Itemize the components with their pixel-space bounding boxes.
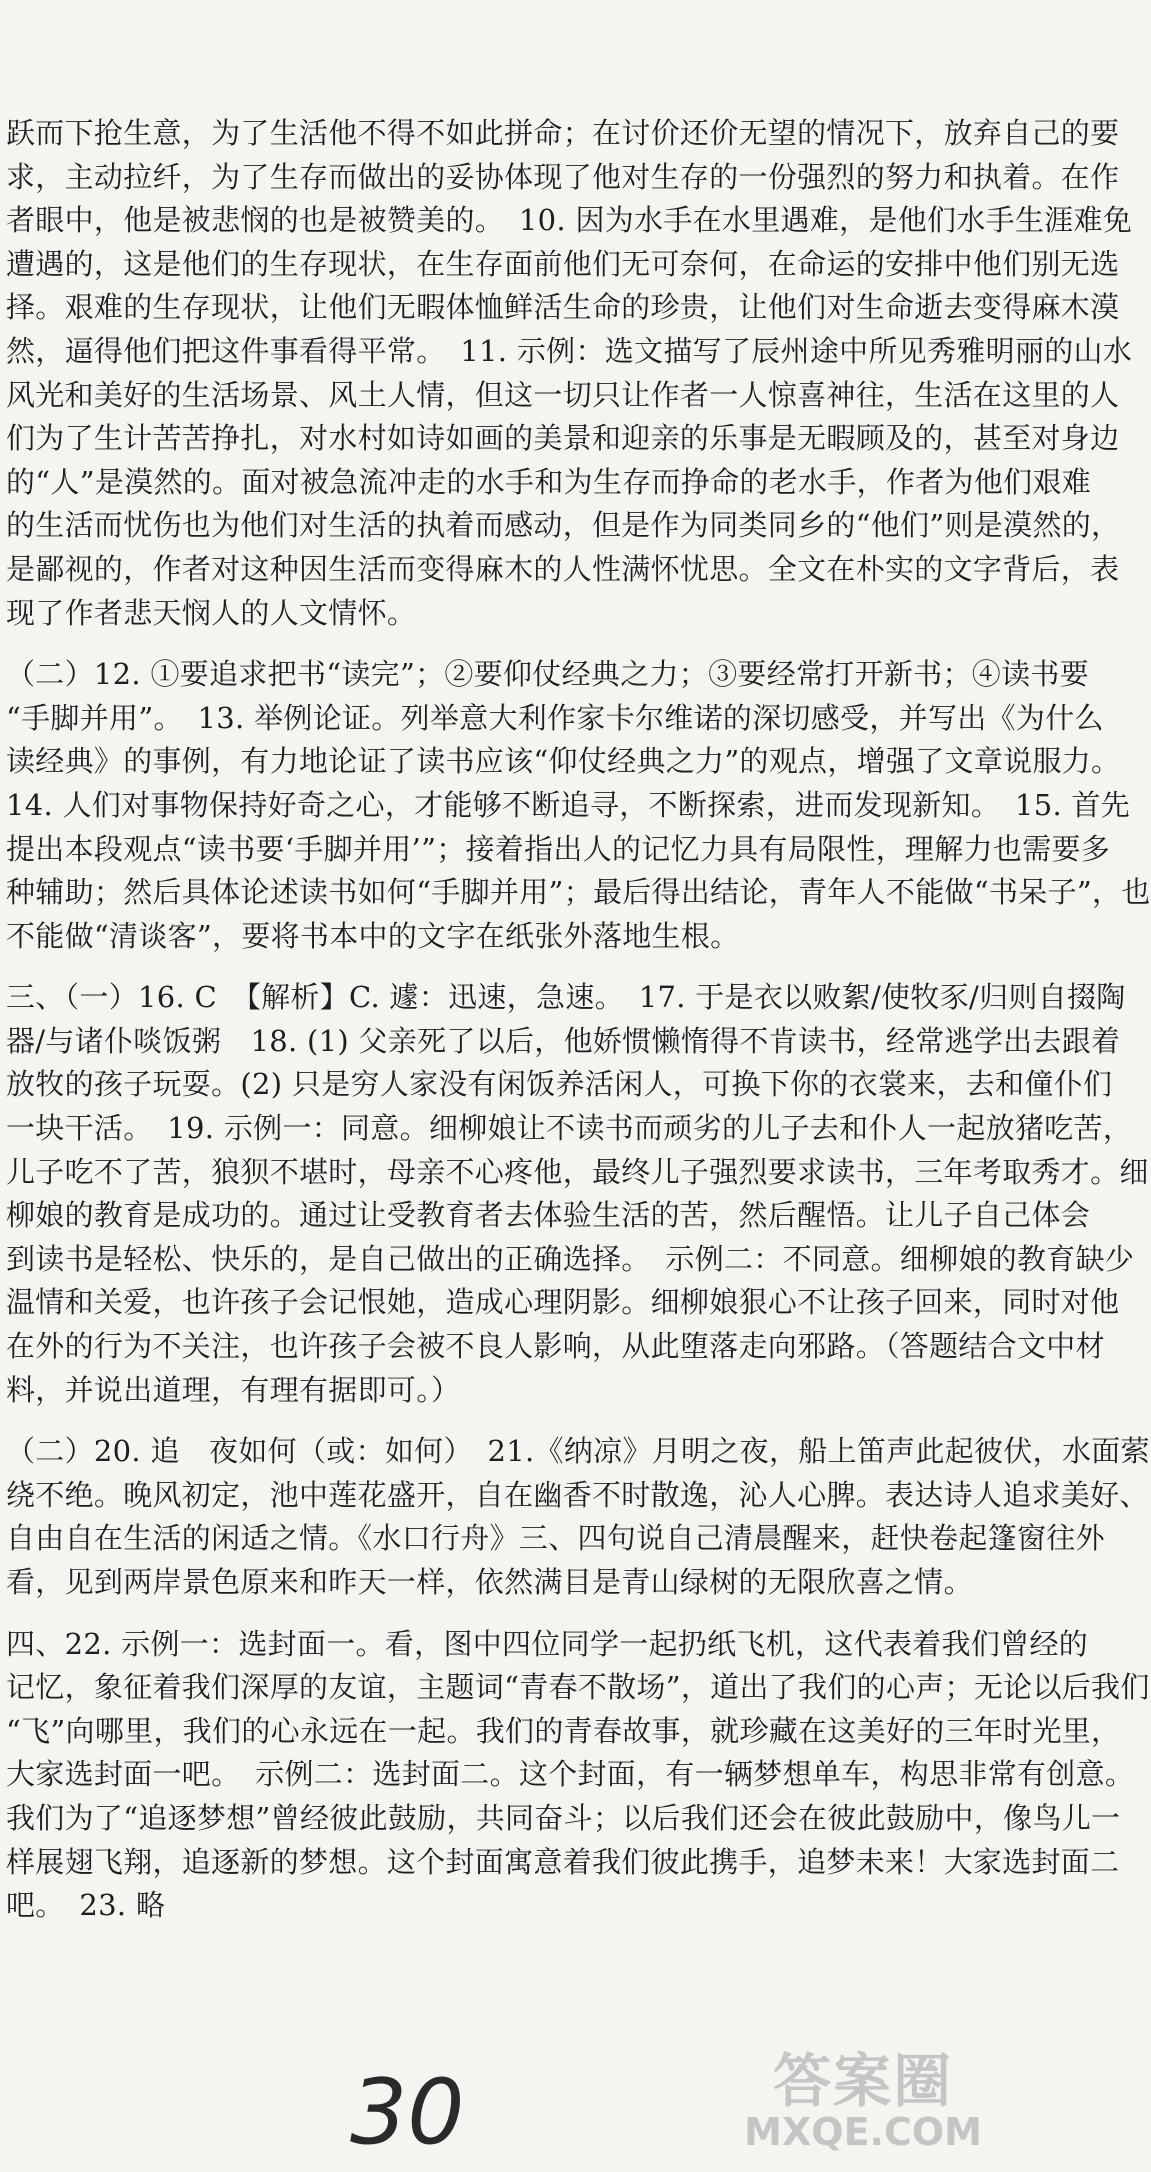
text-line: （二）20. 追 夜如何（或：如何） 21.《纳凉》月明之夜，船上笛声此起彼伏，水面萦 (6, 1434, 1150, 1469)
text-line: 然，逼得他们把这件事看得平常。 11. 示例：选文描写了辰州途中所见秀雅明丽的山水 (6, 333, 1133, 368)
watermark (744, 2047, 982, 2154)
text-line: 我们为了“追逐梦想”曾经彼此鼓励，共同奋斗；以后我们还会在彼此鼓励中，像鸟儿一 (6, 1800, 1121, 1835)
text-line: 者眼中，他是被悲悯的也是被赞美的。 10. 因为水手在水里遇难，是他们水手生涯难免 (6, 203, 1133, 238)
text-line: 现了作者悲天悯人的人文情怀。 (6, 595, 417, 630)
text-line: 们为了生计苦苦挣扎，对水村如诗如画的美景和迎亲的乐事是无暇顾及的，甚至对身边 (6, 421, 1120, 456)
handwritten-page-number: 30 (350, 2060, 465, 2165)
text-line: 一块干活。 19. 示例一：同意。细柳娘让不读书而顽劣的儿子去和仆人一起放猪吃苦， (6, 1111, 1133, 1146)
text-line: 的生活而忧伤也为他们对生活的执着而感动，但是作为同类同乡的“他们”则是漠然的， (6, 508, 1121, 543)
text-line: 的“人”是漠然的。面对被急流冲走的水手和为生存而挣命的老水手，作者为他们艰难 (6, 464, 1092, 499)
watermark-logo: 答案圈 (773, 2047, 954, 2115)
text-line: 14. 人们对事物保持好奇之心，才能够不断追寻，不断探索，进而发现新知。 15. 首先 (6, 787, 1131, 822)
text-line: 自由自在生活的闲适之情。《水口行舟》三、四句说自己清晨醒来，赶快卷起篷窗往外 (6, 1521, 1105, 1556)
text-line: 料，并说出道理，有理有据即可。） (6, 1372, 461, 1407)
text-line: 放牧的孩子玩耍。(2) 只是穷人家没有闲饭养活闲人，可换下你的衣裳来，去和僮仆们 (6, 1067, 1113, 1102)
text-line: 记忆，象征着我们深厚的友谊，主题词“青春不散场”，道出了我们的心声；无论以后我们 (6, 1670, 1150, 1705)
text-line: 求，主动拉纤，为了生存而做出的妥协体现了他对生存的一份强烈的努力和执着。在作 (6, 159, 1120, 194)
text-line: 不能做“清谈客”，要将书本中的文字在纸张外落地生根。 (6, 918, 740, 953)
text-line: 是鄙视的，作者对这种因生活而变得麻木的人性满怀忧思。全文在朴实的文字背后，表 (6, 551, 1120, 586)
text-line: 遭遇的，这是他们的生存现状，在生存面前他们无可奈何，在命运的安排中他们别无选 (6, 246, 1120, 281)
text-line: 大家选封面一吧。 示例二：选封面二。这个封面，有一辆梦想单车，构思非常有创意。 (6, 1757, 1135, 1792)
text-line: 三、（一）16. C 【解析】C. 遽：迅速，急速。 17. 于是衣以败絮/使牧豕/归则自掇陶 (6, 980, 1126, 1015)
text-line: 在外的行为不关注，也许孩子会被不良人影响，从此堕落走向邪路。（答题结合文中材 (6, 1329, 1105, 1364)
text-line: “手脚并用”。 13. 举例论证。列举意大利作家卡尔维诺的深切感受，并写出《为什么 (6, 700, 1104, 735)
watermark-url: MXQE.COM (744, 2110, 982, 2154)
text-line: 到读书是轻松、快乐的，是自己做出的正确选择。 示例二：不同意。细柳娘的教育缺少 (6, 1241, 1135, 1276)
text-line: 器/与诸仆啖饭粥 18. (1) 父亲死了以后，他娇惯懒惰得不肯读书，经常逃学出去跟着 (6, 1023, 1121, 1058)
text-line: 种辅助；然后具体论述读书如何“手脚并用”；最后得出结论，青年人不能做“书呆子”，也 (6, 875, 1151, 910)
text-line: 读经典》的事例，有力地论证了读书应该“仰仗经典之力”的观点，增强了文章说服力。 (6, 744, 1121, 779)
answer-text (6, 112, 1151, 1928)
text-line: 四、22. 示例一：选封面一。看，图中四位同学一起扔纸飞机，这代表着我们曾经的 (6, 1626, 1089, 1661)
text-line: 样展翅飞翔，追逐新的梦想。这个封面寓意着我们彼此携手，追梦未来！大家选封面二 (6, 1844, 1120, 1879)
text-line: 柳娘的教育是成功的。通过让受教育者去体验生活的苦，然后醒悟。让儿子自己体会 (6, 1198, 1091, 1233)
text-line: 跃而下抢生意，为了生活他不得不如此拼命；在讨价还价无望的情况下，放弃自己的要 (6, 116, 1120, 150)
text-line: 吧。 23. 略 (6, 1888, 166, 1923)
text-line: “飞”向哪里，我们的心永远在一起。我们的青春故事，就珍藏在这美好的三年时光里， (6, 1713, 1121, 1748)
text-line: 风光和美好的生活场景、风土人情，但这一切只让作者一人惊喜神往，生活在这里的人 (6, 377, 1120, 412)
text-line: 择。艰难的生存现状，让他们无暇体恤鲜活生命的珍贵，让他们对生命逝去变得麻木漠 (6, 290, 1120, 325)
text-line: 儿子吃不了苦，狼狈不堪时，母亲不心疼他，最终儿子强烈要求读书，三年考取秀才。细 (6, 1154, 1149, 1189)
text-line: 看，见到两岸景色原来和昨天一样，依然满目是青山绿树的无限欣喜之情。 (6, 1565, 973, 1599)
text-line: （二）12. ①要追求把书“读完”；②要仰仗经典之力；③要经常打开新书；④读书要 (6, 657, 1089, 692)
text-line: 温情和关爱，也许孩子会记恨她，造成心理阴影。细柳娘狠心不让孩子回来，同时对他 (6, 1285, 1120, 1320)
text-line: 提出本段观点“读书要‘手脚并用’”；接着指出人的记忆力具有局限性，理解力也需要多 (6, 831, 1111, 866)
text-line: 绕不绝。晚风初定，池中莲花盛开，自在幽香不时散逸，沁人心脾。表达诗人追求美好、 (6, 1477, 1149, 1512)
